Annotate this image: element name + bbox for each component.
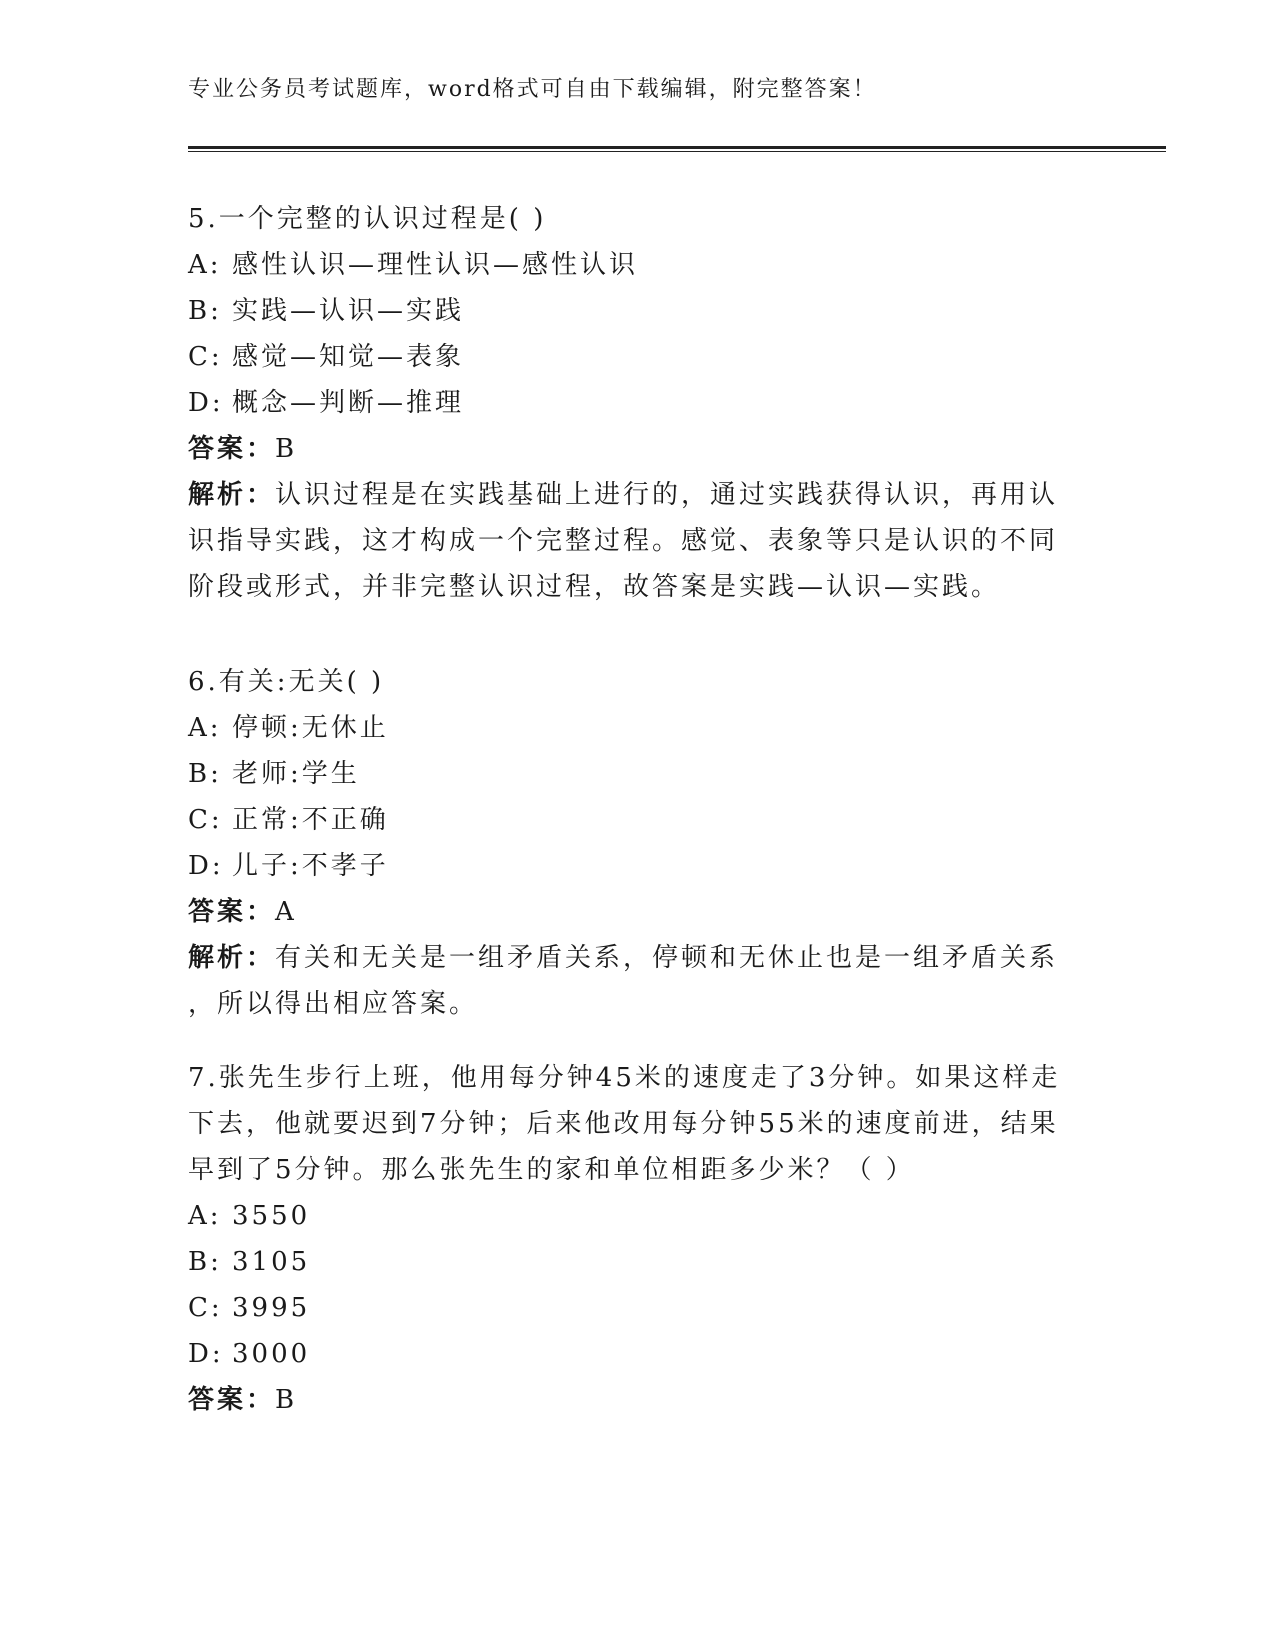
- option-letter: B:: [188, 1247, 222, 1277]
- option-c: [188, 1285, 1088, 1331]
- answer-label: 答案：: [188, 1385, 276, 1415]
- option-text: 正常:不正确: [232, 805, 389, 835]
- analysis-line: 阶段或形式，并非完整认识过程，故答案是实践—认识—实践。: [188, 572, 1001, 602]
- option-letter: C:: [188, 1293, 223, 1323]
- answer-line: [188, 889, 1088, 935]
- option-a: [188, 242, 1088, 288]
- question-stem: 5.一个完整的认识过程是( ): [188, 204, 547, 234]
- option-letter: D:: [188, 1339, 224, 1369]
- option-text: 老师:学生: [232, 759, 360, 789]
- page-header: 专业公务员考试题库，word格式可自由下载编辑，附完整答案！: [188, 77, 877, 102]
- option-b: [188, 751, 1088, 797]
- option-text: 3995: [232, 1293, 311, 1323]
- analysis-line: [188, 935, 1088, 981]
- answer-line: [188, 1377, 1088, 1423]
- option-letter: C:: [188, 342, 223, 372]
- option-text: 感觉—知觉—表象: [232, 342, 465, 372]
- analysis-line: 识指导实践，这才构成一个完整过程。感觉、表象等只是认识的不同: [188, 526, 1059, 556]
- answer-value: B: [275, 1385, 298, 1415]
- analysis-text: 认识过程是在实践基础上进行的，通过实践获得认识，再用认: [275, 480, 1059, 510]
- answer-value: B: [275, 434, 298, 464]
- option-letter: D:: [188, 851, 224, 881]
- answer-label: 答案：: [188, 434, 276, 464]
- option-text: 停顿:无休止: [232, 713, 389, 743]
- option-b: [188, 1239, 1088, 1285]
- option-b: [188, 288, 1088, 334]
- option-letter: B:: [188, 296, 222, 326]
- answer-label: 答案：: [188, 897, 276, 927]
- option-d: [188, 380, 1088, 426]
- question-6: [188, 659, 1088, 1027]
- option-a: [188, 1193, 1088, 1239]
- option-text: 3000: [232, 1339, 311, 1369]
- analysis-label: 解析：: [188, 480, 276, 510]
- analysis-label: 解析：: [188, 943, 276, 973]
- option-letter: A:: [188, 713, 222, 743]
- answer-line: [188, 426, 1088, 472]
- option-letter: D:: [188, 388, 224, 418]
- option-letter: A:: [188, 250, 222, 280]
- option-d: [188, 1331, 1088, 1377]
- header-divider-thin: [188, 151, 1166, 152]
- analysis-text: 有关和无关是一组矛盾关系，停顿和无休止也是一组矛盾关系: [275, 943, 1059, 973]
- analysis-line: ，所以得出相应答案。: [188, 989, 479, 1019]
- option-a: [188, 705, 1088, 751]
- question-5: [188, 196, 1088, 610]
- option-letter: C:: [188, 805, 223, 835]
- analysis-line: [188, 472, 1088, 518]
- option-d: [188, 843, 1088, 889]
- answer-value: A: [275, 897, 297, 927]
- question-7: [188, 1055, 1088, 1423]
- question-stem: 6.有关:无关( ): [188, 667, 385, 697]
- option-letter: B:: [188, 759, 222, 789]
- option-c: [188, 797, 1088, 843]
- option-text: 儿子:不孝子: [232, 851, 389, 881]
- question-stem: 早到了5分钟。那么张先生的家和单位相距多少米？（ ）: [188, 1155, 915, 1185]
- header-divider-thick: [188, 146, 1166, 149]
- option-text: 感性认识—理性认识—感性认识: [232, 250, 639, 280]
- option-c: [188, 334, 1088, 380]
- option-letter: A:: [188, 1201, 222, 1231]
- question-stem: 下去，他就要迟到7分钟；后来他改用每分钟55米的速度前进，结果: [188, 1109, 1059, 1139]
- option-text: 3105: [232, 1247, 311, 1277]
- question-stem: 7.张先生步行上班，他用每分钟45米的速度走了3分钟。如果这样走: [188, 1063, 1061, 1093]
- option-text: 3550: [232, 1201, 311, 1231]
- option-text: 概念—判断—推理: [232, 388, 465, 418]
- option-text: 实践—认识—实践: [232, 296, 465, 326]
